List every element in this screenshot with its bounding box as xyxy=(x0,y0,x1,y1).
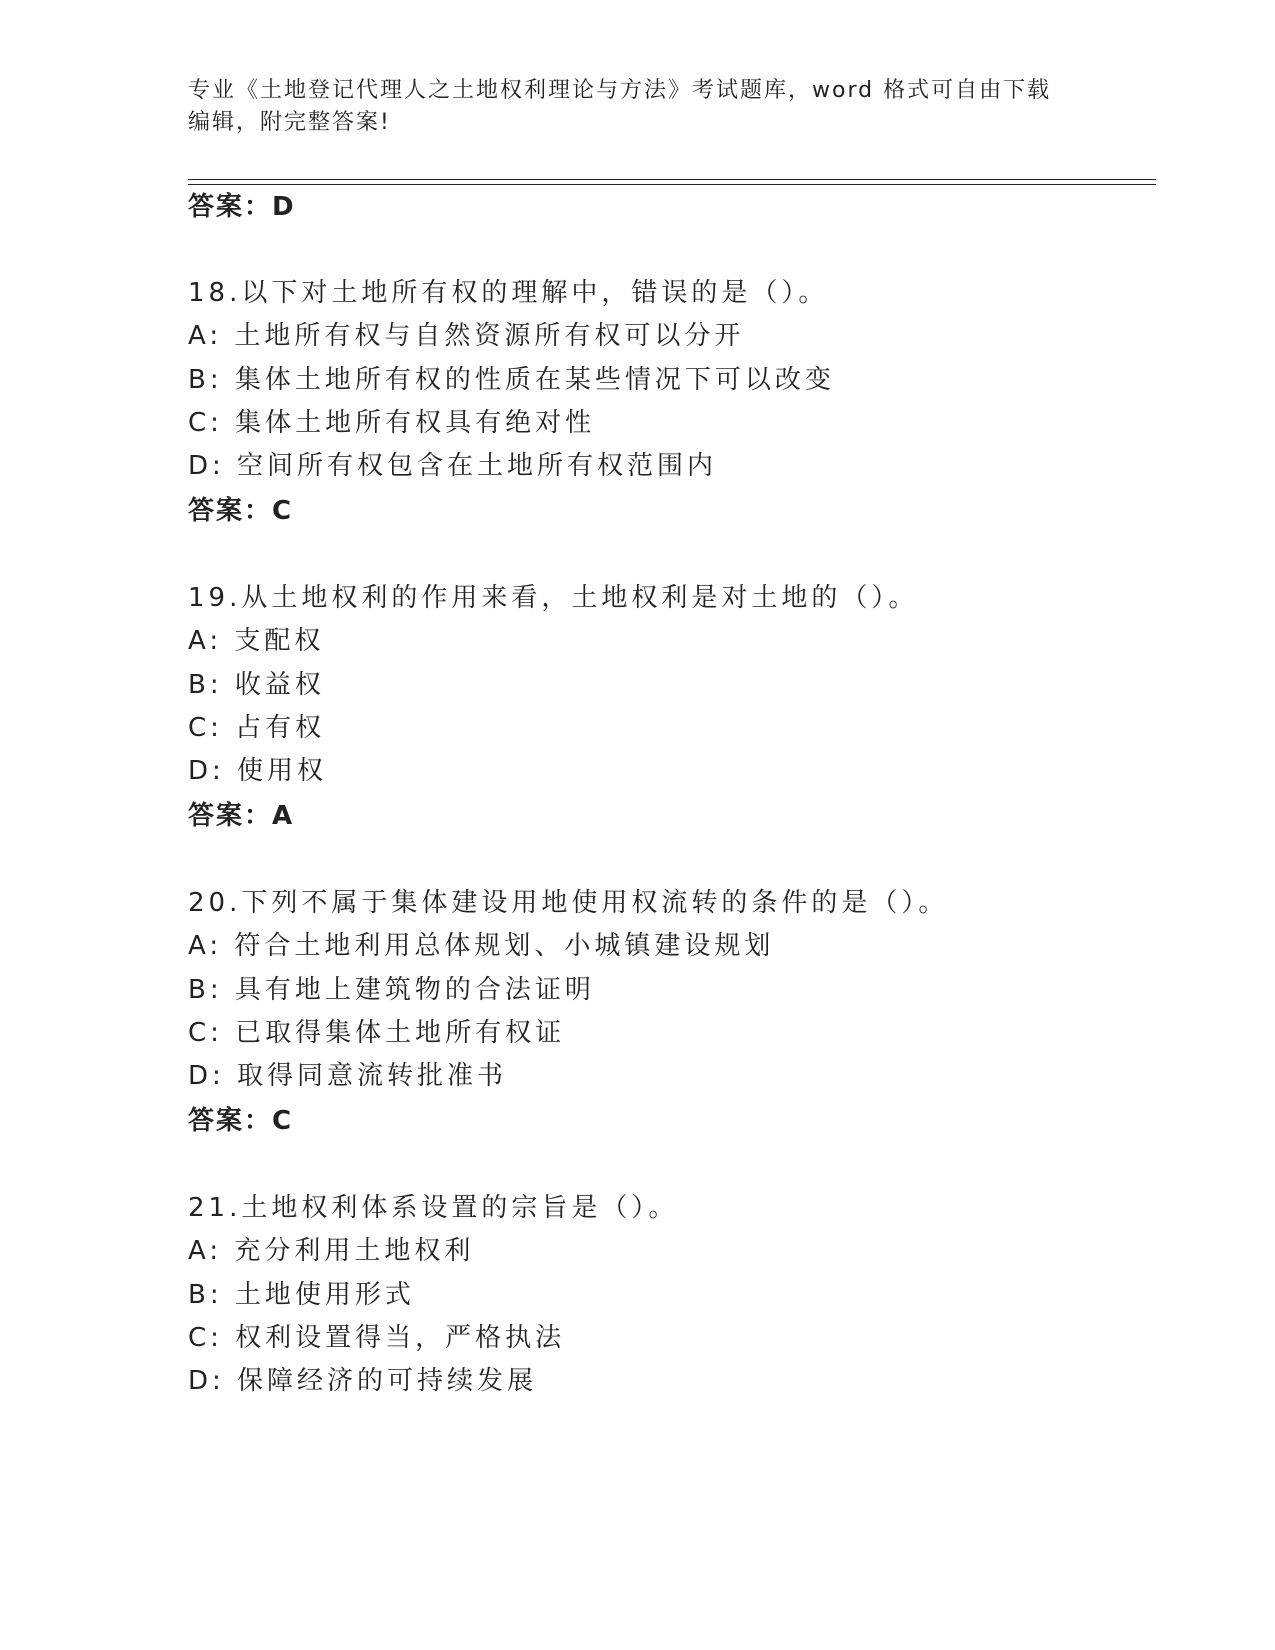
question-19-option-c: C: 占有权 xyxy=(188,713,326,743)
question-19-option-a: A: 支配权 xyxy=(188,626,325,656)
header-line-1: 专业《土地登记代理人之土地权利理论与方法》考试题库，word 格式可自由下载 xyxy=(188,78,1052,103)
question-21-stem: 21.土地权利体系设置的宗旨是（）。 xyxy=(188,1193,679,1223)
question-18-option-d: D: 空间所有权包含在土地所有权范围内 xyxy=(188,451,718,481)
header-divider-top xyxy=(188,179,1156,180)
question-19-option-b: B: 收益权 xyxy=(188,670,325,700)
document-header xyxy=(188,75,1068,139)
question-20-stem: 20.下列不属于集体建设用地使用权流转的条件的是（）。 xyxy=(188,888,949,918)
question-21-option-b: B: 土地使用形式 xyxy=(188,1280,415,1310)
question-20-option-d: D: 取得同意流转批准书 xyxy=(188,1061,508,1091)
question-19-option-d: D: 使用权 xyxy=(188,756,328,786)
question-18-option-c: C: 集体土地所有权具有绝对性 xyxy=(188,408,596,438)
header-divider-bottom xyxy=(188,184,1156,185)
answer-previous: 答案：D xyxy=(188,192,296,222)
question-18-option-b: B: 集体土地所有权的性质在某些情况下可以改变 xyxy=(188,365,835,395)
question-19-stem: 19.从土地权利的作用来看，土地权利是对土地的（）。 xyxy=(188,583,919,613)
question-18-option-a: A: 土地所有权与自然资源所有权可以分开 xyxy=(188,321,745,351)
question-21-option-d: D: 保障经济的可持续发展 xyxy=(188,1366,538,1396)
question-18-stem: 18.以下对土地所有权的理解中，错误的是（）。 xyxy=(188,278,829,308)
header-line-2: 编辑，附完整答案! xyxy=(188,110,391,135)
question-20-option-c: C: 已取得集体土地所有权证 xyxy=(188,1018,566,1048)
question-20-option-a: A: 符合土地利用总体规划、小城镇建设规划 xyxy=(188,931,775,961)
question-19-answer: 答案：A xyxy=(188,801,295,831)
question-21-option-c: C: 权利设置得当，严格执法 xyxy=(188,1323,566,1353)
question-20-answer: 答案：C xyxy=(188,1106,294,1136)
question-18-answer: 答案：C xyxy=(188,496,294,526)
question-21-option-a: A: 充分利用土地权利 xyxy=(188,1236,475,1266)
question-20-option-b: B: 具有地上建筑物的合法证明 xyxy=(188,975,595,1005)
